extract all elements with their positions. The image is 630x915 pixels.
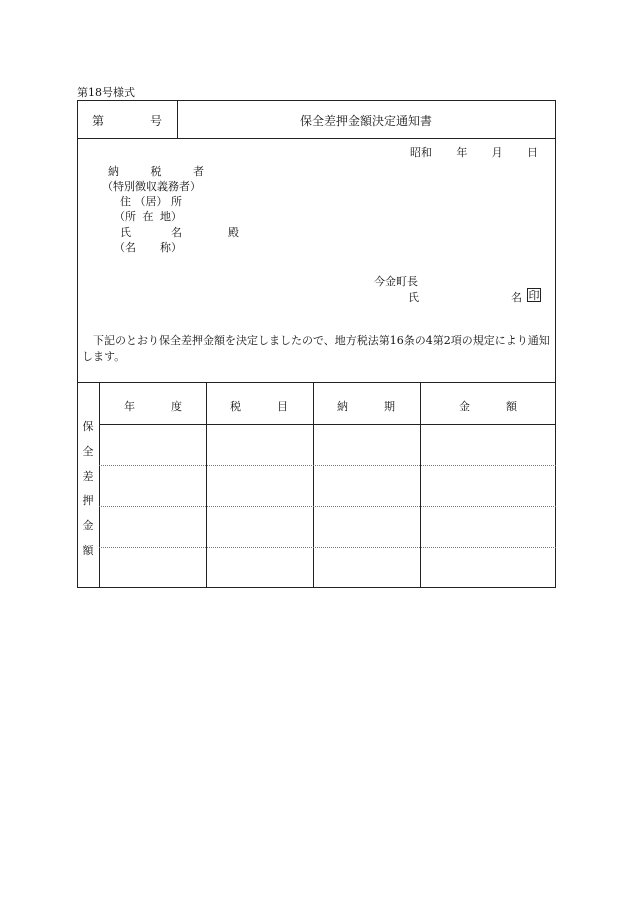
table-header-divider — [99, 424, 556, 425]
corporate-name-label: （名 称） — [114, 241, 182, 254]
honorific-label: 殿 — [228, 226, 239, 239]
column-divider-3 — [420, 382, 421, 588]
header-divider — [77, 138, 556, 139]
form-number-label: 第18号様式 — [77, 86, 135, 99]
document-title: 保全差押金額決定通知書 — [300, 114, 433, 128]
column-header-tax-item: 税 目 — [230, 400, 288, 413]
table-row-divider-1 — [99, 465, 556, 466]
column-divider-2 — [313, 382, 314, 588]
table-row-divider-3 — [99, 547, 556, 548]
special-collector-note: （特別徴収義務者） — [102, 180, 201, 193]
column-header-amount: 金 額 — [459, 400, 517, 413]
column-header-fiscal-year: 年 度 — [124, 400, 182, 413]
header-vertical-divider — [177, 100, 178, 138]
number-field-label: 第 号 — [92, 114, 162, 128]
side-label-divider — [99, 382, 100, 588]
issuer-title: 今金町長 — [374, 275, 418, 288]
table-row-divider-2 — [99, 506, 556, 507]
side-label-vertical: 保 全 差 押 金 額 — [82, 420, 94, 557]
table-top-divider — [77, 382, 556, 383]
column-divider-1 — [206, 382, 207, 588]
seal-mark: 印 — [528, 289, 540, 302]
location-label: （所 在 地） — [114, 210, 182, 223]
notice-body-text: 下記のとおり保全差押金額を決定しましたので、地方税法第16条の4第2項の規定により通知します。 — [82, 334, 550, 363]
residence-label: 住 （居） 所 — [120, 195, 182, 208]
column-header-payment-period: 納 期 — [337, 400, 395, 413]
name-label: 氏 名 — [120, 226, 182, 239]
taxpayer-label: 納 税 者 — [108, 165, 204, 178]
issuer-name-label: 氏 名 — [408, 291, 522, 304]
date-line: 昭和 年 月 日 — [410, 146, 538, 159]
